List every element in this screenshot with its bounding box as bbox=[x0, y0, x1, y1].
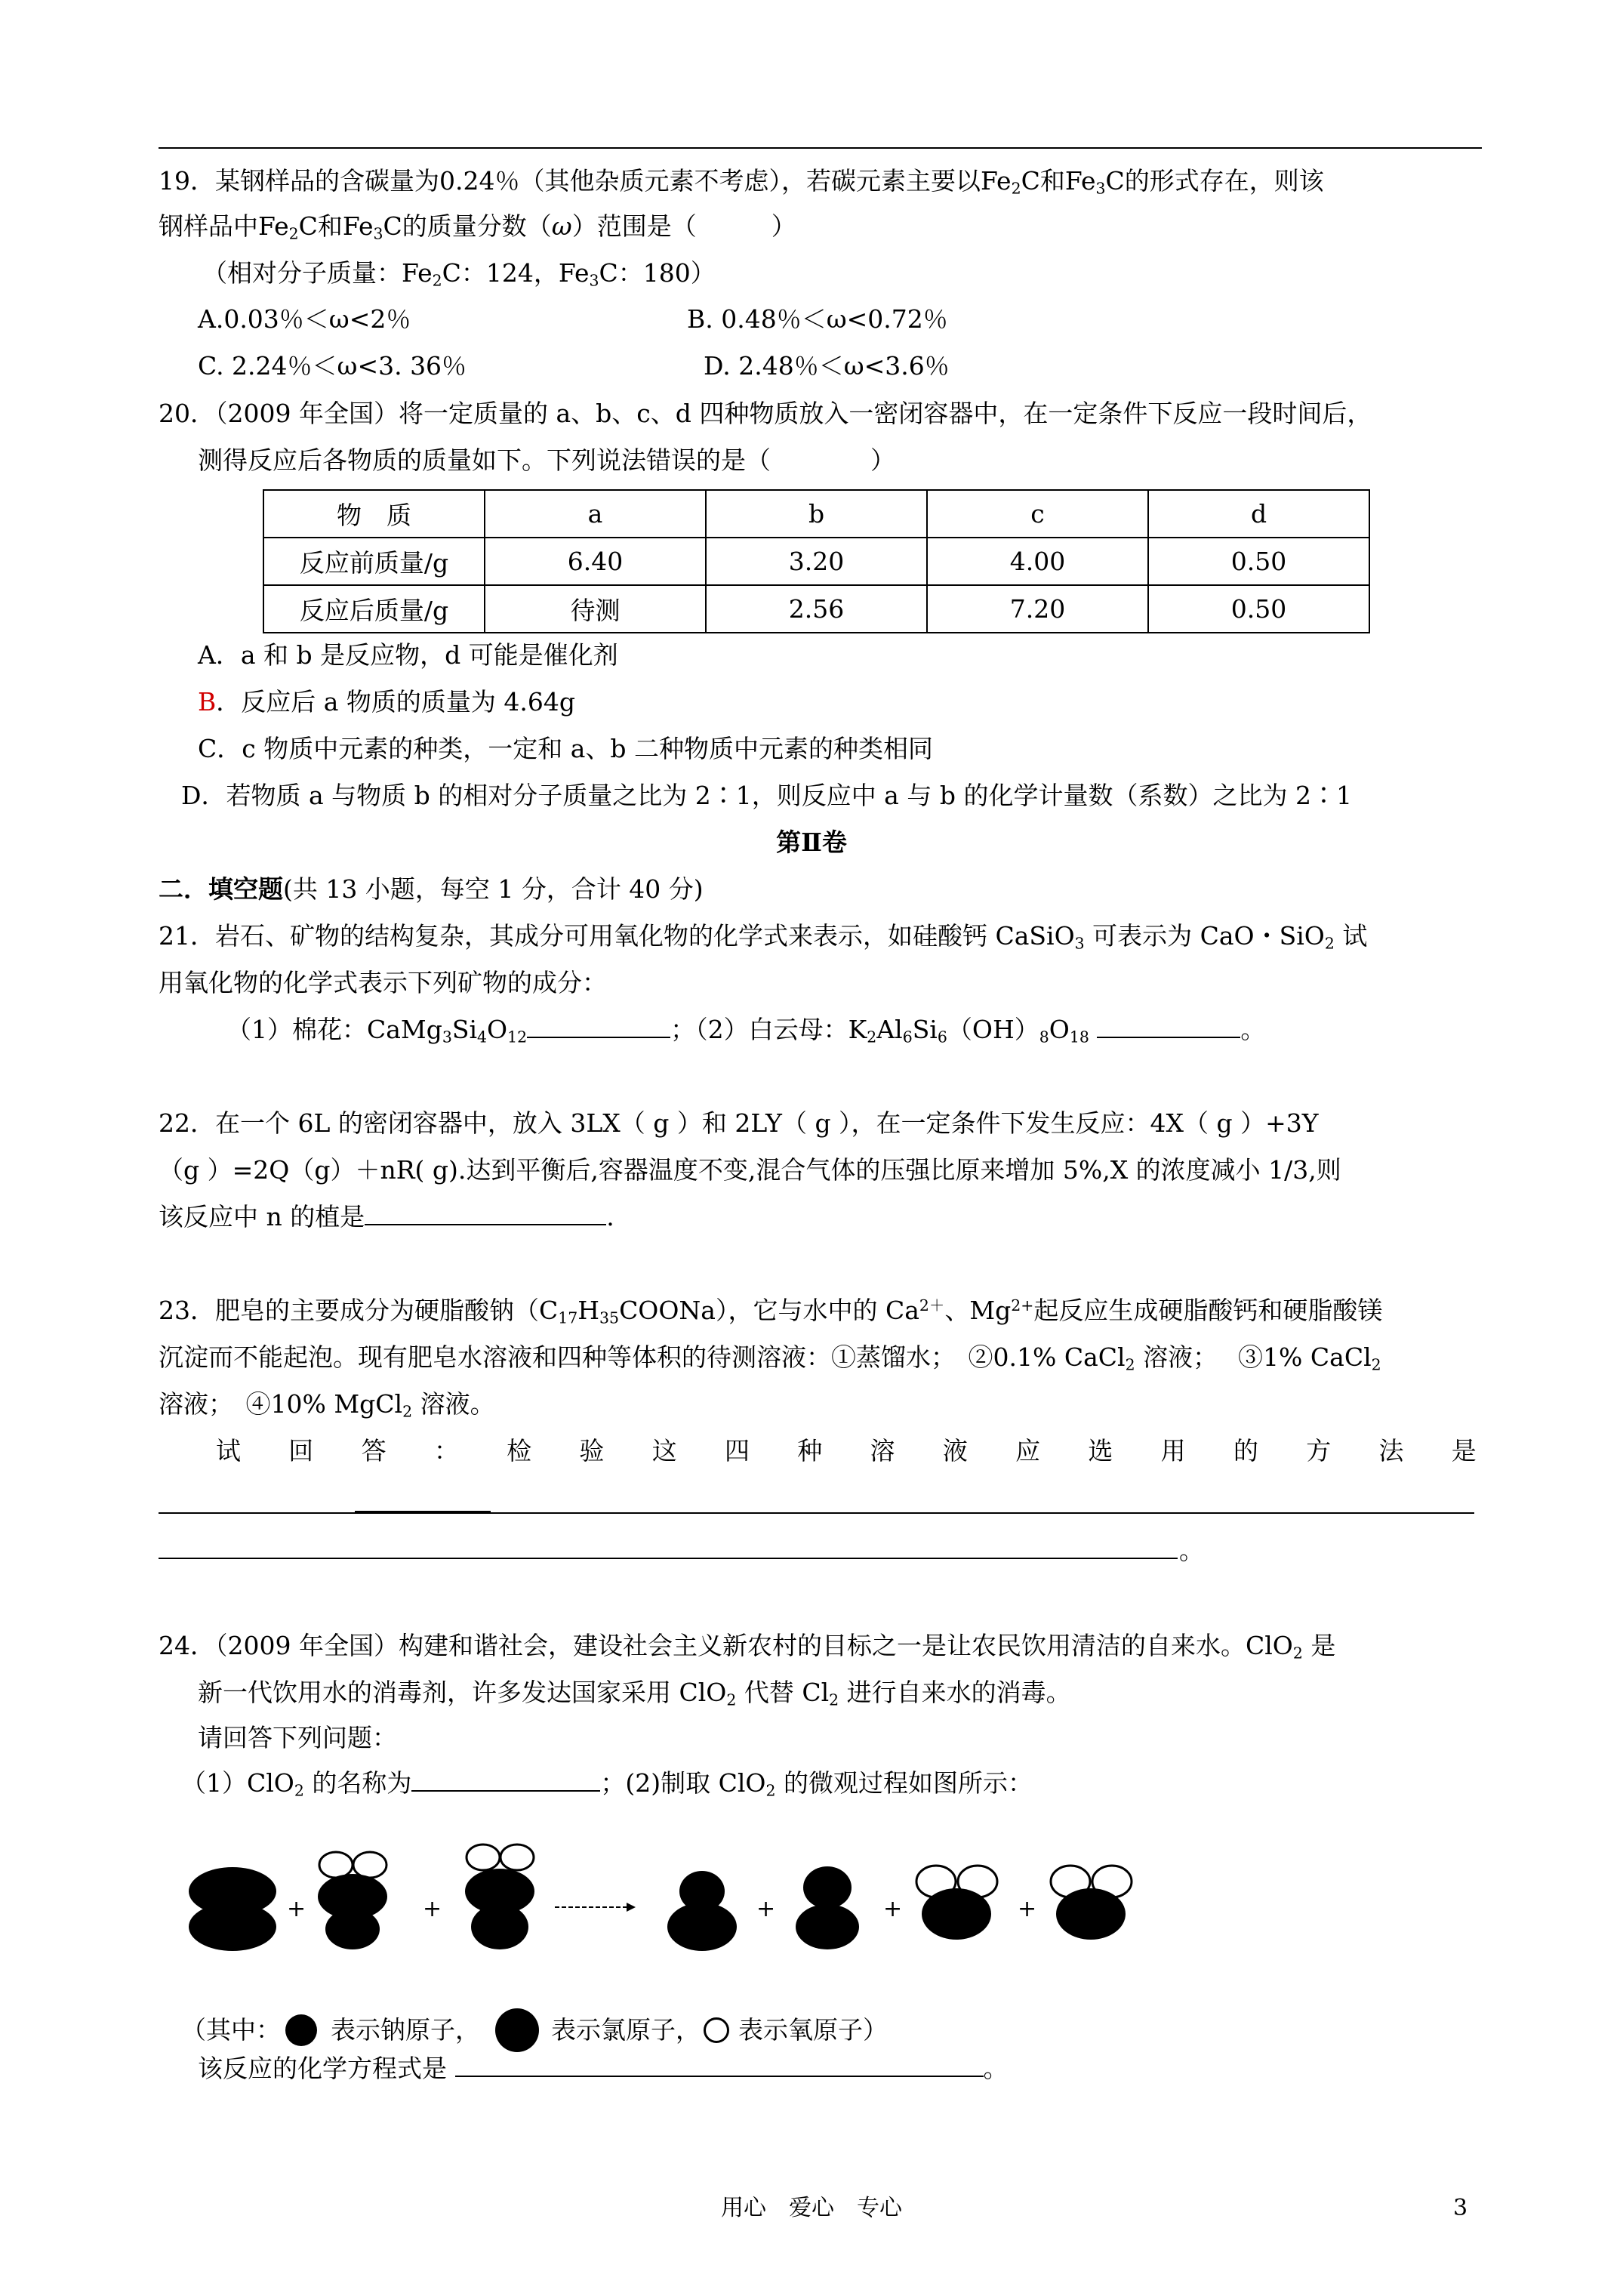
table-cell: 0.50 bbox=[1148, 585, 1369, 633]
mass-table bbox=[263, 489, 1370, 633]
answer-line-4b[interactable] bbox=[159, 1558, 1178, 1559]
naclo2-molecule-icon bbox=[465, 1845, 534, 1949]
cl2-molecule-icon bbox=[189, 1867, 276, 1951]
table-cell: 3.20 bbox=[706, 538, 927, 585]
q19-option-c: C. 2.24％＜ω<3. 36％ bbox=[198, 351, 467, 381]
equation-prompt: 该反应的化学方程式是 。 bbox=[198, 2054, 1009, 2083]
q19-line1: 19．某钢样品的含碳量为0.24％（其他杂质元素不考虑），若碳元素主要以$Fe_2C$和$Fe_3C$的形式存在，则该 bbox=[159, 166, 1324, 198]
legend-line: （其中： 表示钠原子， 表示氯原子， 表示氧原子） bbox=[181, 2008, 888, 2052]
q20-option-c: C．c 物质中元素的种类，一定和 a、b 二种物质中元素的种类相同 bbox=[198, 734, 933, 763]
clo2-molecule-icon bbox=[916, 1866, 997, 1940]
table-cell: a bbox=[485, 490, 706, 538]
table-row bbox=[263, 585, 1369, 633]
q21-line2: 用氧化物的化学式表示下列矿物的成分： bbox=[159, 968, 607, 997]
q19-note: （相对分子质量：$Fe_2C$：124，$Fe_3C$：180） bbox=[202, 258, 716, 290]
part2-heading: 二．填空题(共 13 小题，每空 1 分，合计 40 分) bbox=[159, 874, 704, 904]
q19-line2: 钢样品中$Fe_2C$和$Fe_3C$的质量分数（ω）范围是（ ） bbox=[159, 211, 796, 243]
q19-option-b: B. 0.48％＜ω<0.72％ bbox=[687, 304, 948, 334]
footer-motto: 用心 爱心 专心 bbox=[721, 2195, 902, 2221]
q20-line2: 测得反应后各物质的质量如下。下列说法错误的是（ ） bbox=[198, 445, 895, 475]
table-cell: 0.50 bbox=[1148, 538, 1369, 585]
table-cell: 反应前质量/g bbox=[263, 538, 485, 585]
sodium-atom-icon bbox=[285, 2014, 317, 2046]
naclo2-molecule-icon bbox=[318, 1852, 387, 1949]
table-cell: 7.20 bbox=[927, 585, 1148, 633]
option-b-letter: B bbox=[198, 687, 217, 717]
plus-sign: + bbox=[1018, 1896, 1037, 1922]
table-cell: 物 质 bbox=[263, 490, 485, 538]
page-number: 3 bbox=[1453, 2195, 1468, 2221]
plus-sign: + bbox=[883, 1896, 903, 1922]
q19-option-a: A.0.03％＜ω<2％ bbox=[198, 304, 411, 334]
q22-line3: 该反应中 n 的植是 . bbox=[159, 1202, 614, 1231]
table-cell: 待测 bbox=[485, 585, 706, 633]
table-cell: 反应后质量/g bbox=[263, 585, 485, 633]
answer-blank-1[interactable] bbox=[527, 1015, 670, 1038]
q22-line2: （g ）=2Q（g）＋nR( g).达到平衡后,容器温度不变,混合气体的压强比原来增加 5%,X 的浓度减小 1/3,则 bbox=[159, 1155, 1341, 1185]
answer-blank-5[interactable] bbox=[411, 1769, 600, 1792]
section-title: 第Ⅱ卷 bbox=[776, 827, 847, 857]
table-cell: c bbox=[927, 490, 1148, 538]
arrow-icon bbox=[555, 1903, 636, 1912]
q21-items: （1）棉花：$CaMg_3Si_4O_{12}$ ；（2）白云母：$K_2Al_6Si_6(OH)_8O_{18}$ 。 bbox=[226, 1015, 1266, 1046]
table-cell: b bbox=[706, 490, 927, 538]
table-row bbox=[263, 538, 1369, 585]
q23-line2: 沉淀而不能起泡。现有肥皂水溶液和四种等体积的待测溶液：①蒸馏水； ②0.1% CaCl$_2$ 溶液； ③1% CaCl$_2$ bbox=[159, 1342, 1381, 1374]
q23-line3: 溶液； ④10% MgCl$_2$ 溶液。 bbox=[159, 1389, 495, 1421]
plus-sign: + bbox=[287, 1896, 306, 1922]
answer-blank-3[interactable] bbox=[365, 1203, 606, 1225]
q21-line1: 21．岩石、矿物的结构复杂，其成分可用氧化物的化学式来表示，如硅酸钙 CaSiO$_3$ 可表示为 CaO・SiO$_2$ 试 bbox=[159, 921, 1368, 953]
clo2-molecule-icon bbox=[1051, 1866, 1132, 1940]
reaction-diagram bbox=[174, 1835, 1193, 1963]
table-cell: 4.00 bbox=[927, 538, 1148, 585]
oxygen-atom-icon bbox=[704, 2017, 729, 2043]
q24-line3: 请回答下列问题： bbox=[198, 1723, 397, 1752]
answer-line-4a-thick bbox=[355, 1511, 491, 1513]
q20-line1: 20．（2009 年全国）将一定质量的 a、b、c、d 四种物质放入一密闭容器中，在一定条件下反应一段时间后， bbox=[159, 399, 1372, 428]
answer-blank-2[interactable] bbox=[1097, 1015, 1240, 1038]
q24-line2: 新一代饮用水的消毒剂，许多发达国家采用 ClO$_2$ 代替 $Cl_2$ 进行自来水的消毒。 bbox=[198, 1678, 1071, 1709]
q20-option-d: D．若物质 a 与物质 b 的相对分子质量之比为 2∶1，则反应中 a 与 b 的化学计量数（系数）之比为 2∶1 bbox=[181, 781, 1352, 810]
nacl-molecule-icon bbox=[796, 1866, 859, 1949]
q20-option-b: B．反应后 a 物质的质量为 4.64g bbox=[198, 687, 576, 717]
nacl-molecule-icon bbox=[667, 1871, 737, 1951]
table-cell: 2.56 bbox=[706, 585, 927, 633]
table-cell: 6.40 bbox=[485, 538, 706, 585]
header-rule bbox=[159, 147, 1482, 149]
q23-line1: 23．肥皂的主要成分为硬脂酸钠$(C_{17}H_{35}COONa)$，它与水中的 $Ca^{2+}$、$Mg^{2+}$起反应生成硬脂酸钙和硬脂酸镁 bbox=[159, 1296, 1383, 1327]
table-cell: d bbox=[1148, 490, 1369, 538]
chlorine-atom-icon bbox=[495, 2008, 539, 2052]
q23-line4: 试 回 答 ： 检 验 这 四 种 溶 液 应 选 用 的 方 法 是 bbox=[216, 1436, 1477, 1465]
plus-sign: + bbox=[756, 1896, 776, 1922]
q19-option-d: D. 2.48％＜ω<3.6％ bbox=[704, 351, 950, 381]
plus-sign: + bbox=[423, 1896, 442, 1922]
q24-line4: （1）ClO$_2$ 的名称为 ；(2)制取 ClO$_2$ 的微观过程如图所示： bbox=[181, 1768, 1033, 1800]
q24-line1: 24．（2009 年全国）构建和谐社会，建设社会主义新农村的目标之一是让农民饮用清洁的自来水。ClO$_2$ 是 bbox=[159, 1631, 1336, 1663]
q20-option-a: A．a 和 b 是反应物，d 可能是催化剂 bbox=[198, 640, 618, 670]
table-header-row bbox=[263, 490, 1369, 538]
q23-end: 。 bbox=[1179, 1536, 1204, 1565]
answer-blank-6[interactable] bbox=[455, 2054, 984, 2077]
q22-line1: 22．在一个 6L 的密闭容器中，放入 3LX（ g ）和 2LY（ g ），在一定条件下发生反应：4X（ g ）+3Y bbox=[159, 1108, 1319, 1138]
